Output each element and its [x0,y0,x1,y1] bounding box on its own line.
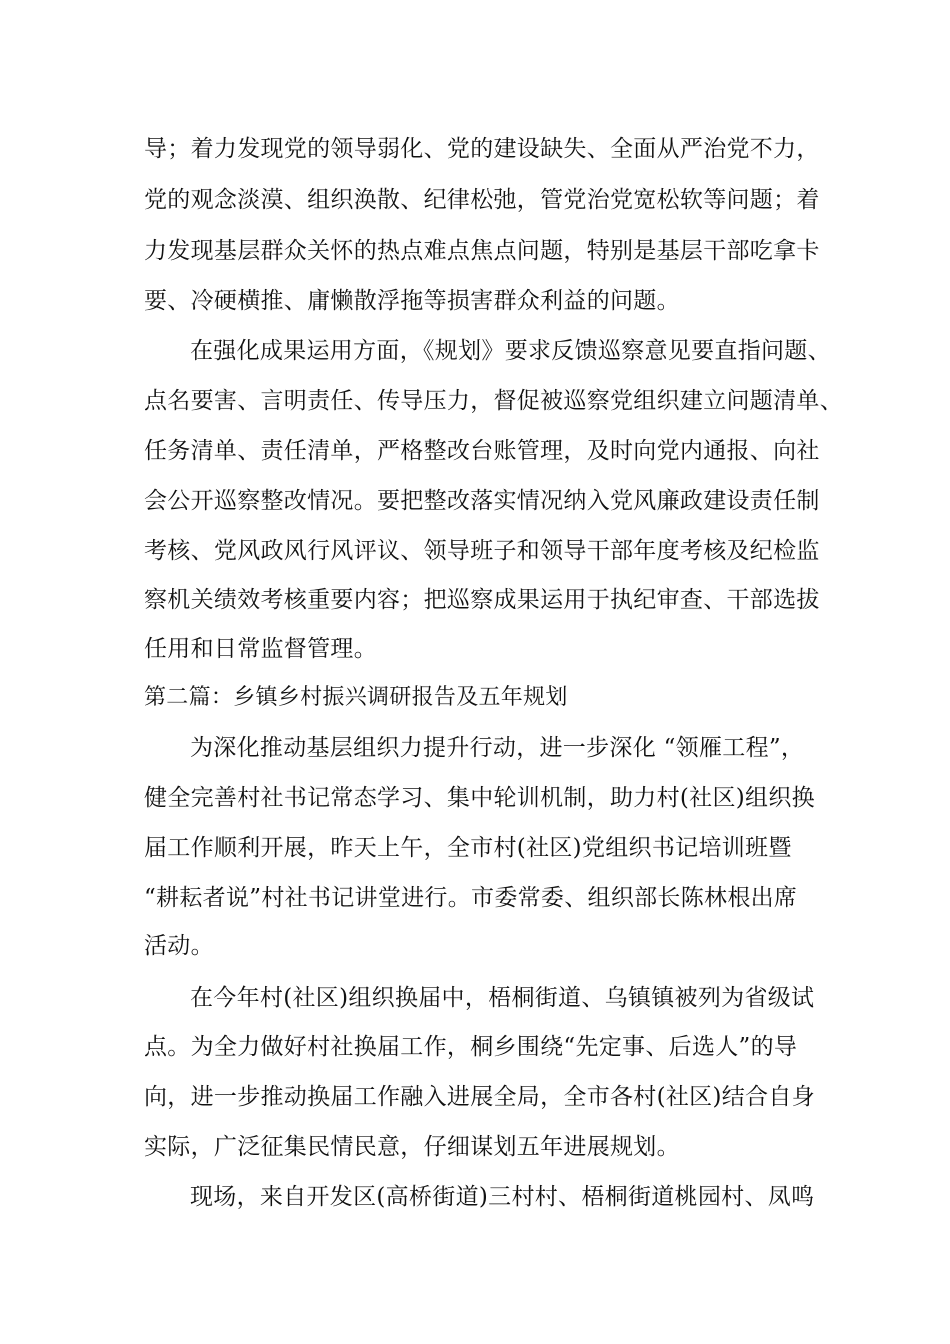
text-line: “耕耘者说”村社书记讲堂进行。市委常委、组织部长陈林根出席 [144,885,798,911]
text-line: 任用和日常监督管理。 [144,636,377,662]
text-line: 导；着力发现党的领导弱化、党的建设缺失、全面从严治党不力， [144,136,820,162]
text-line: 届工作顺利开展，昨天上午，全市村(社区)党组织书记培训班暨 [144,835,792,861]
paragraph-first-line: 现场，来自开发区(高桥街道)三村村、梧桐街道桃园村、凤鸣 [190,1184,815,1210]
text-line: 考核、党风政风行风评议、领导班子和领导干部年度考核及纪检监 [144,538,820,564]
paragraph-first-line: 为深化推动基层组织力提升行动，进一步深化 “领雁工程”， [190,735,805,761]
paragraph-first-line: 在今年村(社区)组织换届中，梧桐街道、乌镇镇被列为省级试 [190,985,815,1011]
text-line: 会公开巡察整改情况。要把整改落实情况纳入党风廉政建设责任制 [144,488,820,514]
text-line: 活动。 [144,933,214,959]
text-line: 点名要害、言明责任、传导压力，督促被巡察党组织建立问题清单、 [144,388,843,414]
text-line: 向，进一步推动换届工作融入进展全局，全市各村(社区)结合自身 [144,1084,815,1110]
paragraph-first-line: 在强化成果运用方面，《规划》要求反馈巡察意见要直指问题、 [190,338,831,364]
text-line: 力发现基层群众关怀的热点难点焦点问题，特别是基层干部吃拿卡 [144,238,820,264]
text-line: 任务清单、责任清单，严格整改台账管理，及时向党内通报、向社 [144,438,820,464]
section-heading: 第二篇：乡镇乡村振兴调研报告及五年规划 [144,685,568,710]
text-line: 察机关绩效考核重要内容；把巡察成果运用于执纪审查、干部选拔 [144,587,820,613]
text-line: 党的观念淡漠、组织涣散、纪律松弛，管党治党宽松软等问题；着 [144,187,820,213]
text-line: 健全完善村社书记常态学习、集中轮训机制，助力村(社区)组织换 [144,785,815,811]
text-line: 要、冷硬横推、庸懒散浮拖等损害群众利益的问题。 [144,288,680,314]
text-line: 实际，广泛征集民情民意，仔细谋划五年进展规划。 [144,1134,680,1160]
text-line: 点。为全力做好村社换届工作，桐乡围绕“先定事、后选人”的导 [144,1034,798,1060]
